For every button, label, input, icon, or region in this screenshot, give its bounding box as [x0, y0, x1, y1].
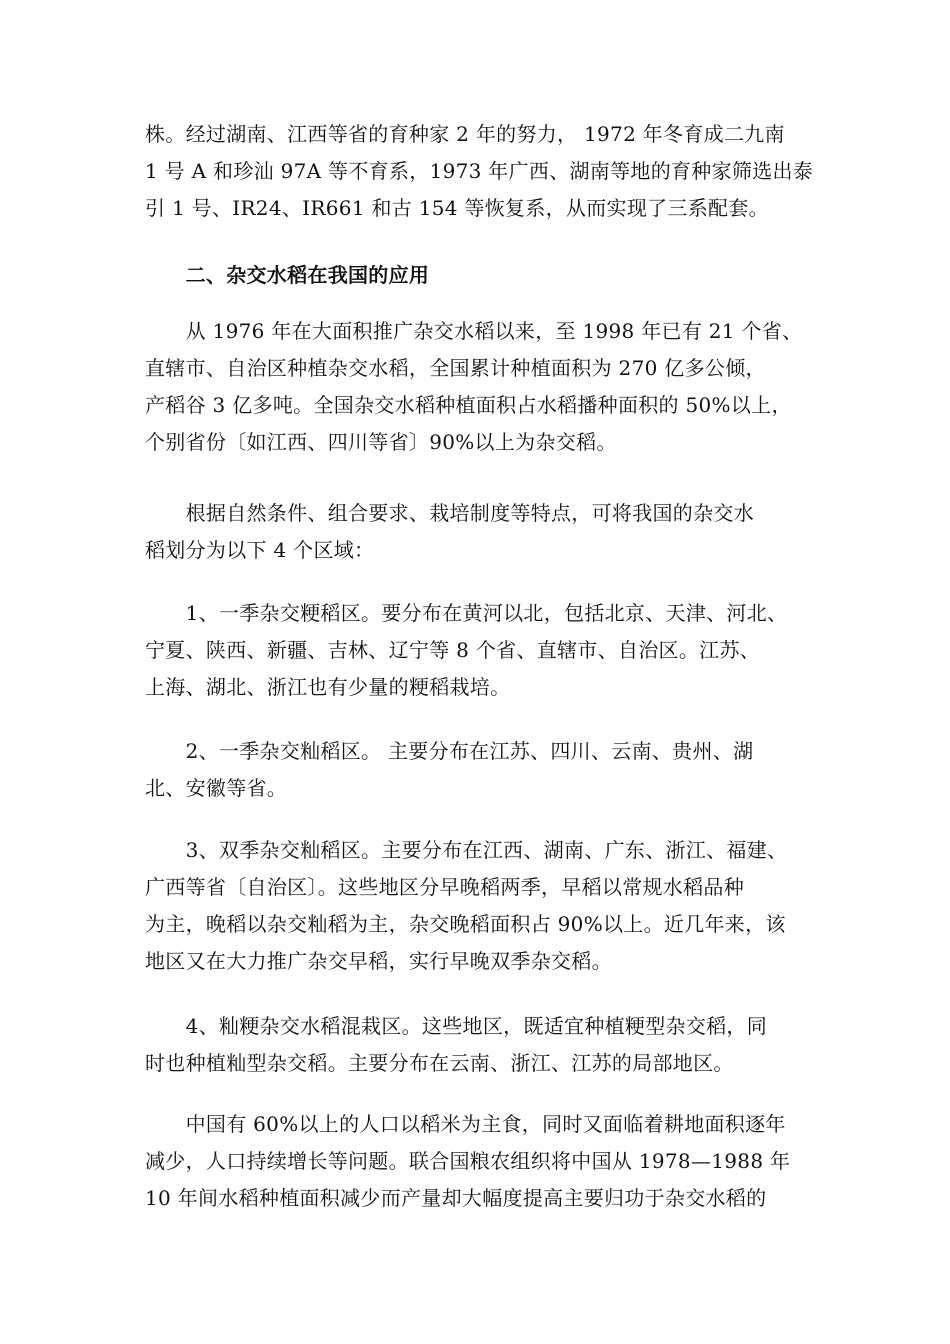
text-line: 为主，晚稻以杂交籼稻为主，杂交晚稻面积占 90%以上。近几年来，该: [145, 912, 786, 936]
paragraph-region-4: [145, 1008, 845, 1082]
text-line: 个别省份〔如江西、四川等省〕90%以上为杂交稻。: [145, 430, 617, 454]
paragraph-intro-continued: [145, 116, 845, 227]
paragraph-china-significance: [145, 1106, 845, 1217]
text-line: 产稻谷 3 亿多吨。全国杂交水稻种植面积占水稻播种面积的 50%以上，: [145, 393, 792, 417]
paragraph-application-stats: [145, 313, 845, 461]
text-line: 10 年间水稻种植面积减少而产量却大幅度提高主要归功于杂交水稻的: [145, 1186, 767, 1210]
text-line: 从 1976 年在大面积推广杂交水稻以来，至 1998 年已有 21 个省、: [145, 319, 803, 343]
text-line: 4、籼粳杂交水稻混栽区。这些地区，既适宜种植粳型杂交稻，同: [145, 1014, 768, 1038]
text-line: 根据自然条件、组合要求、栽培制度等特点，可将我国的杂交水: [145, 501, 754, 525]
text-line: 直辖市、自治区种植杂交水稻，全国累计种植面积为 270 亿多公倾，: [145, 356, 766, 380]
text-line: 上海、湖北、浙江也有少量的粳稻栽培。: [145, 675, 511, 699]
paragraph-region-2: [145, 733, 845, 807]
text-line: 宁夏、陕西、新疆、吉林、辽宁等 8 个省、直辖市、自治区。江苏、: [145, 638, 761, 662]
text-line: 时也种植籼型杂交稻。主要分布在云南、浙江、江苏的局部地区。: [145, 1051, 734, 1075]
heading-line: 二、杂交水稻在我国的应用: [145, 263, 430, 287]
text-line: 3、双季杂交籼稻区。主要分布在江西、湖南、广东、浙江、福建、: [145, 838, 788, 862]
text-line: 地区又在大力推广杂交早稻，实行早晚双季杂交稻。: [145, 949, 612, 973]
text-line: 引 1 号、IR24、IR661 和古 154 等恢复系，从而实现了三系配套。: [145, 196, 769, 220]
text-line: 北、安徽等省。: [145, 776, 288, 800]
paragraph-region-1: [145, 595, 845, 706]
text-line: 中国有 60%以上的人口以稻米为主食，同时又面临着耕地面积逐年: [145, 1112, 786, 1136]
text-line: 稻划分为以下 4 个区域：: [145, 538, 375, 562]
section-heading: [145, 257, 845, 294]
text-line: 1 号 A 和珍汕 97A 等不育系，1973 年广西、湖南等地的育种家筛选出泰: [145, 159, 814, 183]
text-line: 1、一季杂交粳稻区。要分布在黄河以北，包括北京、天津、河北、: [145, 601, 788, 625]
text-line: 减少，人口持续增长等问题。联合国粮农组织将中国从 1978—1988 年: [145, 1149, 791, 1173]
text-line: 广西等省〔自治区〕。这些地区分早晚稻两季，早稻以常规水稻品种: [145, 875, 744, 899]
paragraph-region-3: [145, 832, 845, 980]
text-line: 2、一季杂交籼稻区。 主要分布在江苏、四川、云南、贵州、湖: [145, 739, 754, 763]
text-line: 株。经过湖南、江西等省的育种家 2 年的努力， 1972 年冬育成二九南: [145, 122, 785, 146]
paragraph-regions-intro: [145, 495, 845, 569]
